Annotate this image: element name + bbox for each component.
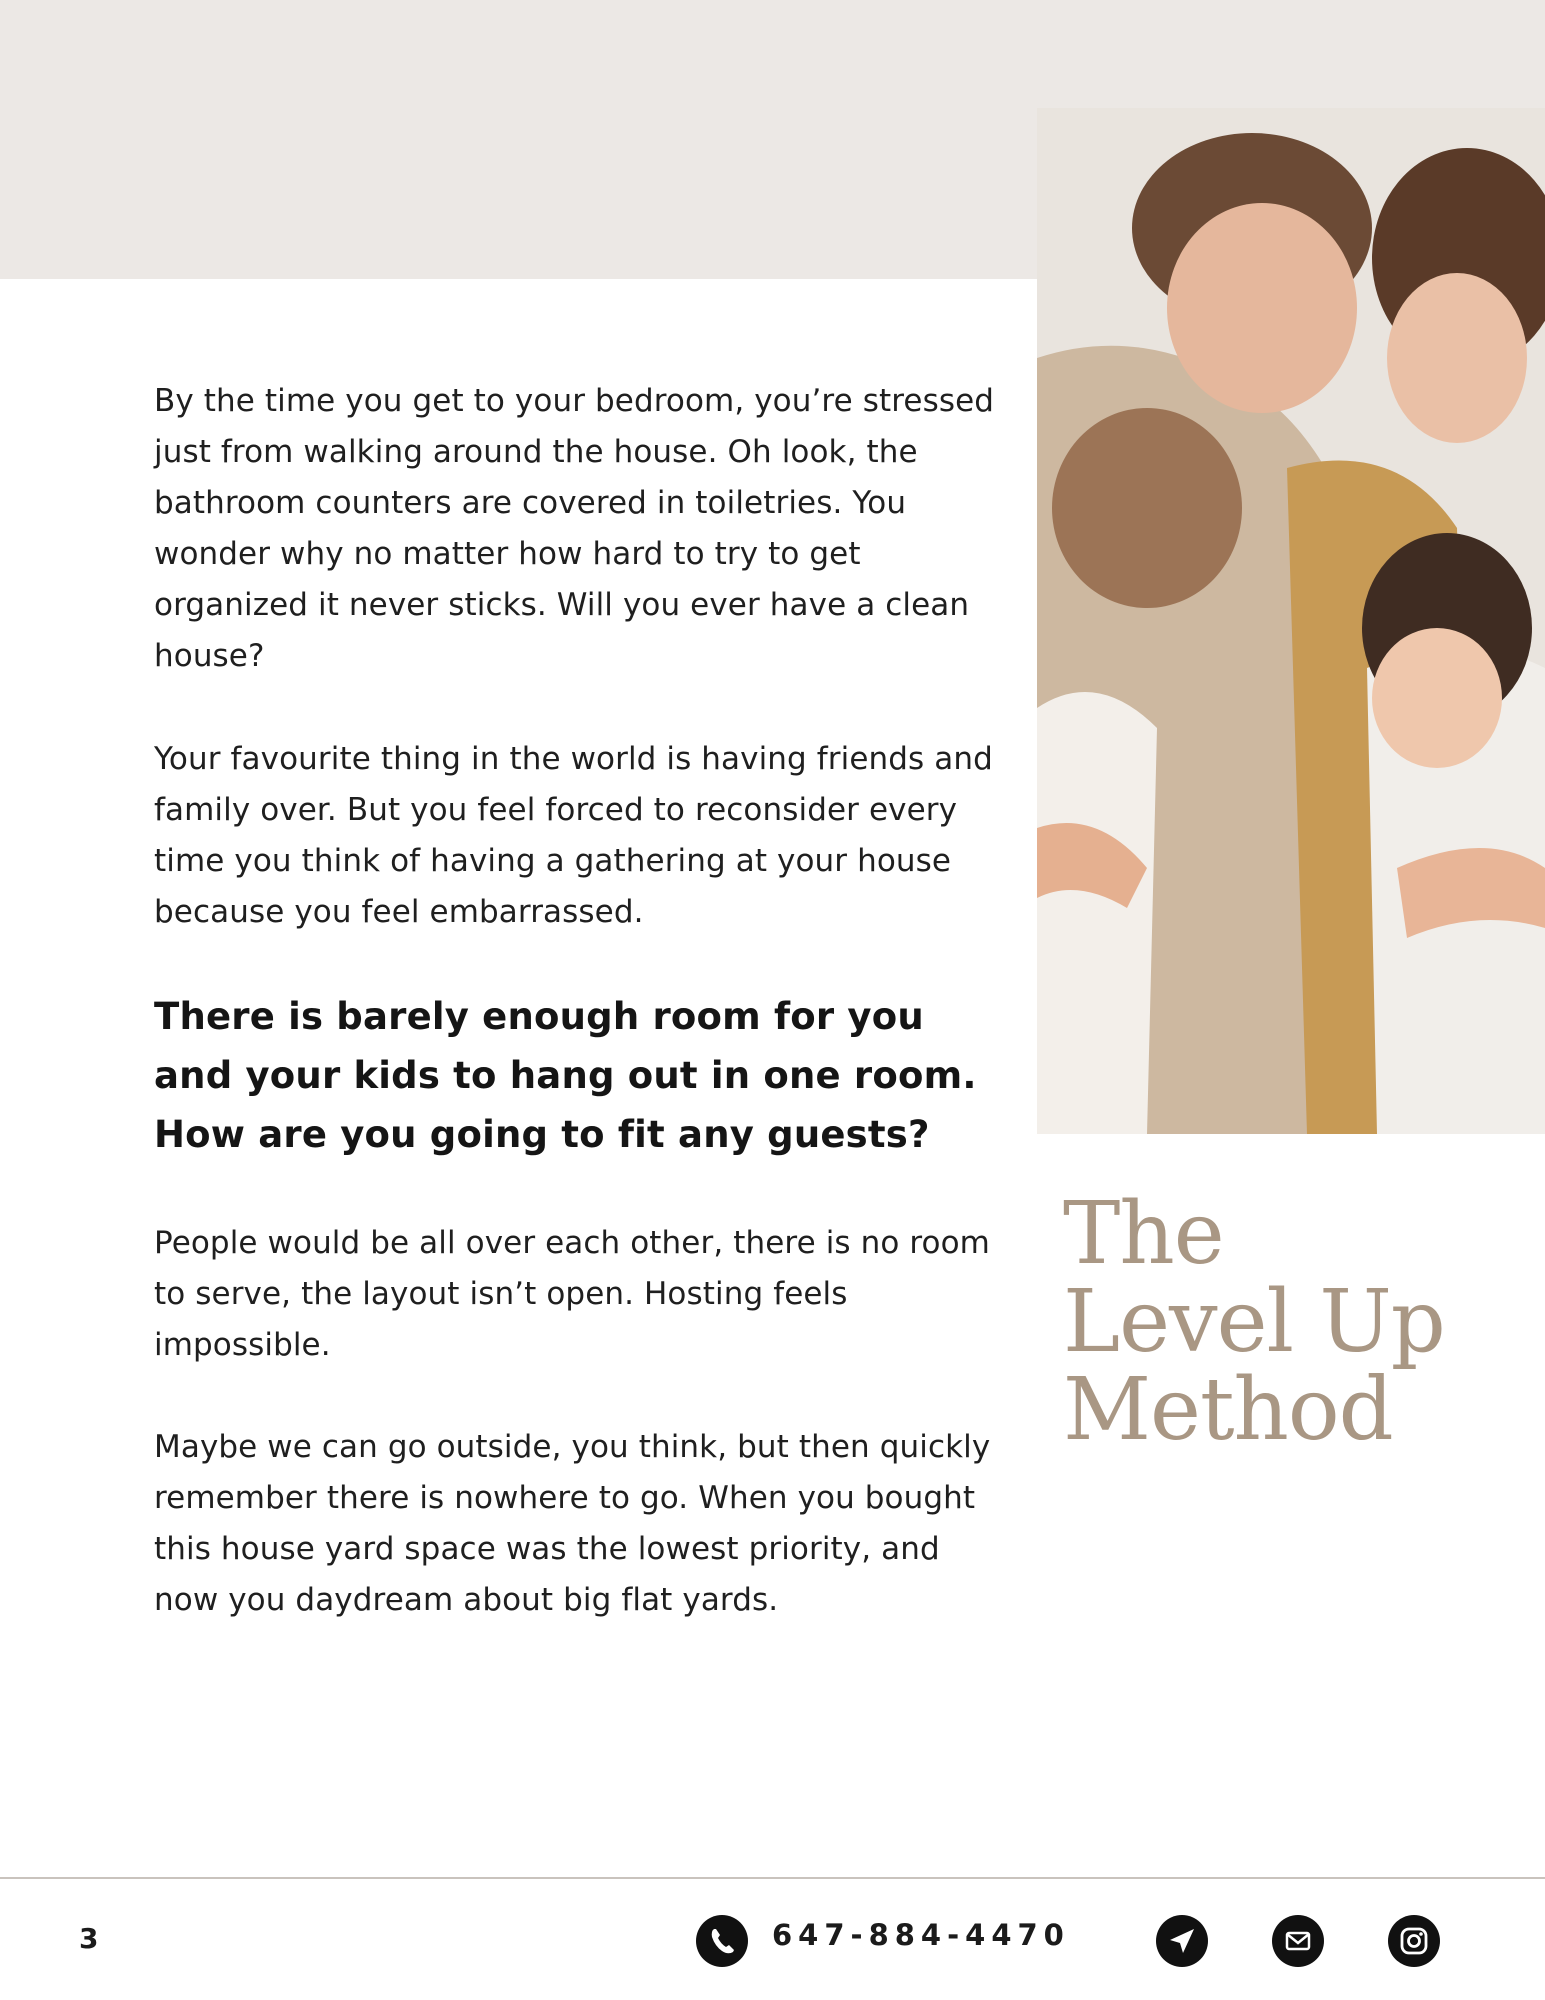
emphasis-statement: There is barely enough room for you and your kids to hang out in one room. How are you going to fit any guests? xyxy=(154,995,977,1156)
brand-line-1: The xyxy=(1063,1184,1224,1284)
paragraph-gathering: Your favourite thing in the world is having friends and family over. But you feel forced to reconsider every time you think of having a gathering at your house because you feel embarrassed. xyxy=(154,741,993,930)
footer-divider xyxy=(0,1877,1545,1879)
family-photo-illustration xyxy=(1037,108,1545,1134)
paragraph-hosting: People would be all over each other, there is no room to serve, the layout isn’t open. Hosting feels impossible. xyxy=(154,1225,990,1363)
paragraph-yard: Maybe we can go outside, you think, but then quickly remember there is nowhere to go. When you bought this house yard space was the lowest priority, and now you daydream about big flat yards. xyxy=(154,1429,991,1618)
brand-line-3: Method xyxy=(1063,1360,1393,1460)
location-icon[interactable] xyxy=(1156,1915,1208,1967)
page-number: 3 xyxy=(79,1922,99,1955)
instagram-icon[interactable] xyxy=(1388,1915,1440,1967)
brand-line-2: Level Up xyxy=(1063,1272,1445,1372)
family-photo xyxy=(1037,108,1545,1134)
paragraph-bedroom: By the time you get to your bedroom, you’re stressed just from walking around the house. Oh look, the bathroom counters are covered in toiletries. You wonder why no matter how hard to try to get organized it never sticks. Will you ever have a clean house? xyxy=(154,383,995,674)
brand-title xyxy=(1063,1184,1523,1460)
phone-number[interactable]: 647-884-4470 xyxy=(772,1918,1070,1952)
email-icon[interactable] xyxy=(1272,1915,1324,1967)
phone-icon[interactable] xyxy=(696,1915,748,1967)
